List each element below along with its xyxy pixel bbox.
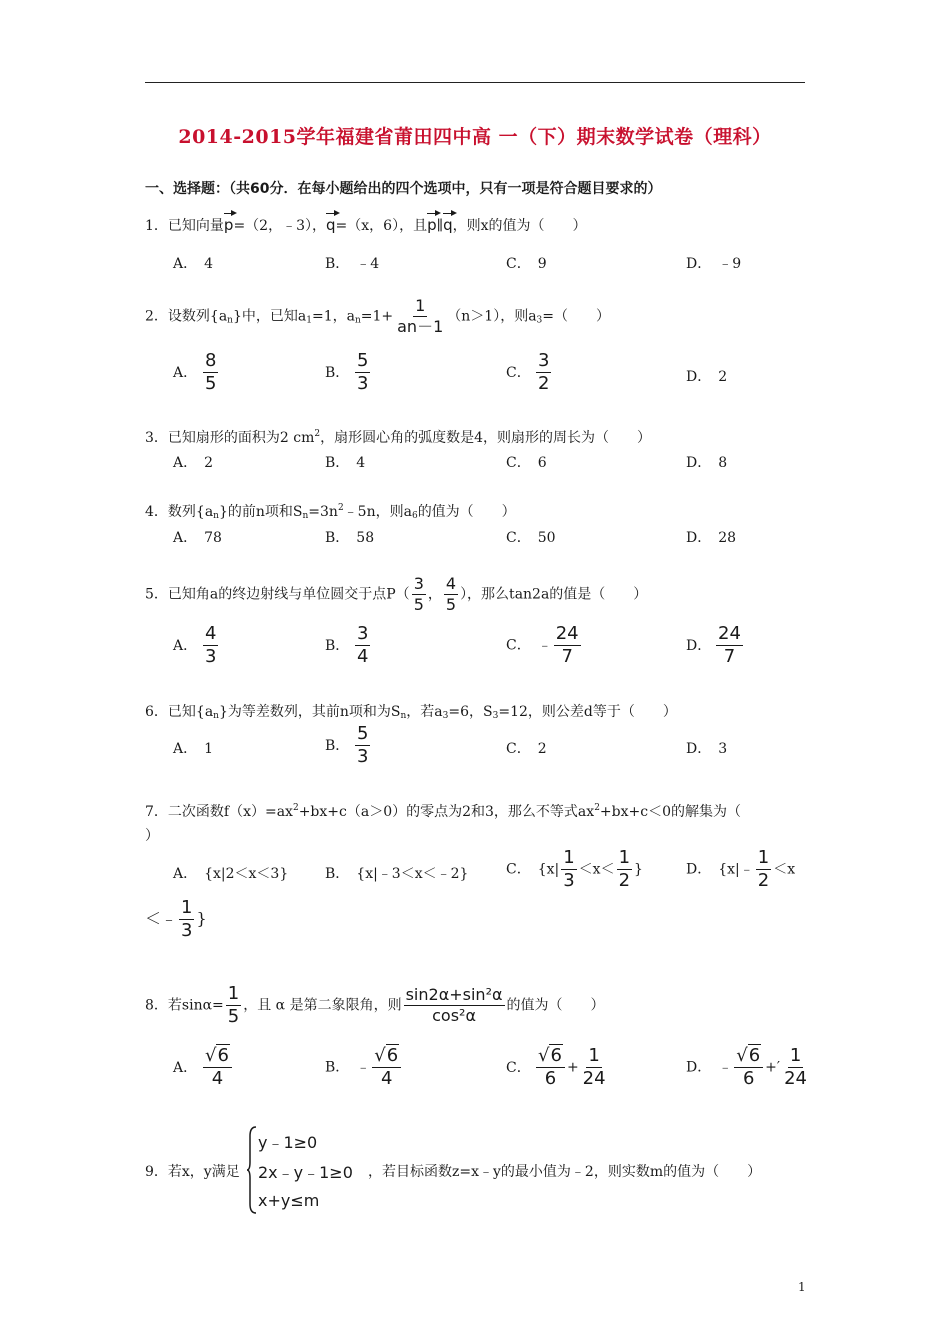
q2-sub-n: n [227,315,233,326]
question-5-stem [145,576,647,613]
q6-t4: =6，S [448,704,493,720]
question-3-stem [145,427,651,447]
fraction [581,1047,608,1088]
q3-option-c: C． 6 [506,455,547,471]
q6-sub3: 3 [442,711,449,721]
fraction [372,1047,401,1088]
q6-sub4: 3 [492,711,499,721]
q6-option-c: C． 2 [506,741,547,757]
q8-t3: 的值为（ ） [506,997,605,1014]
numerator: 1 [618,847,631,868]
numerator: 1 [757,847,770,868]
denominator: 4 [211,1068,224,1089]
q4-sup: 2 [337,503,344,513]
header-rule [145,82,805,83]
fraction [355,725,370,766]
denominator: an－1 [397,317,444,336]
label: C． ﹣ [506,637,552,654]
q7-option-a: A． {x|2＜x＜3} [173,866,289,882]
fraction [444,576,458,613]
denominator: 2 [538,373,550,394]
fraction [561,849,576,890]
label: B． [325,737,350,754]
q4-t5: 的值为（ ） [417,504,516,520]
numerator: 5 [357,350,369,371]
q7-t2: +bx+c（a＞0）的零点为2和3，那么不等式ax [298,804,595,820]
vector-p-2: p [427,210,437,234]
question-8-stem [145,985,605,1026]
q7-t1: 7．二次函数f（x）=ax [145,804,293,820]
q2-t5: （n＞1），则a [447,308,537,325]
q4-option-a: A． 78 [173,530,222,546]
q5-option-b [325,625,372,666]
q2-sub-3: 3 [536,315,543,326]
q2-t2: }中，已知a [232,308,307,325]
fraction [355,625,370,666]
numerator: 1 [181,897,193,918]
label: B． ﹣ [325,1059,371,1076]
q1-option-d: D． ﹣9 [686,256,742,272]
q4-option-c: C． 50 [506,530,556,546]
q2-option-c [506,352,553,393]
numerator: √6 [203,1047,232,1068]
radicand: 6 [386,1045,399,1066]
page-title: 2014-2015学年福建省莆田四中高 一（下）期末数学试卷（理科） [178,126,772,148]
numerator: √6 [536,1047,565,1068]
q4-t2: }的前n项和S [218,504,303,520]
q1-text-b: =（2，﹣3）， [233,218,326,234]
q7-sup: 2 [292,803,299,813]
fraction [756,849,771,890]
label: C． [506,1059,531,1076]
system-brace [247,1126,257,1214]
q6-t5: =12，则公差d等于（ ） [498,704,677,720]
denominator: 3 [181,920,193,941]
q8-t2: ，且 α 是第二象限角，则 [243,997,402,1014]
denominator: 7 [723,646,736,667]
label: A． [173,364,198,381]
q7c-t3: } [634,861,643,878]
denominator: 24 [582,1068,606,1089]
q7-t3: +bx+c＜0的解集为（ [599,804,741,820]
q5-option-d [686,625,745,666]
q8-option-d [686,1047,811,1088]
radicand: 6 [748,1045,761,1066]
q1-text-c: =（x，6），且 [335,218,428,234]
question-9-stem-a: 9．若x，y满足 [145,1164,240,1180]
numerator: 24 [555,623,579,644]
q6-sub2: n [400,711,407,721]
question-7-stem [145,801,741,821]
label: D． ﹣ [686,1059,733,1076]
denominator: 3 [205,646,217,667]
plus-sign: + [566,1059,579,1076]
q4-sub2: n [302,511,309,521]
fraction [734,1047,763,1088]
fraction [536,1047,565,1088]
q7-option-d-cont [145,899,207,940]
section-heading: 一、选择题：（共60分．在每小题给出的四个选项中，只有一项是符合题目要求的） [145,181,662,197]
q2-option-d: D． 2 [686,369,728,385]
fraction [203,352,218,393]
numerator: √6 [372,1047,401,1068]
denominator: 4 [381,1068,393,1089]
q6-t2: }为等差数列，其前n项和为S [218,704,401,720]
denominator: 4 [357,646,369,667]
q5-option-c [506,625,583,666]
q7d-t3: ＜﹣ [145,909,178,928]
q6-t1: 6．已知{a [145,704,214,720]
denominator: 5 [205,373,217,394]
q2-sub-1: 1 [306,315,312,326]
fraction [355,352,370,393]
denominator: 24 [784,1068,807,1089]
question-4-stem [145,501,516,521]
q1-option-a: A． 4 [173,256,214,272]
numerator: √6 [734,1047,763,1068]
label: A． [173,1059,198,1076]
numerator: 1 [563,847,575,868]
radicand: 6 [217,1045,229,1066]
fraction [554,625,581,666]
vector-p: p [224,210,234,234]
numerator: 8 [205,350,217,371]
denominator: 3 [563,870,575,891]
denominator: 3 [357,373,369,394]
q2-t6: =（ ） [542,308,611,325]
denominator: 3 [357,746,369,767]
q2-t1: 2．设数列{a [145,308,228,325]
numerator: sin2α+sin²α [405,985,503,1004]
fraction [179,899,194,940]
q2-t4: =1+ [360,308,394,325]
q8-option-b [325,1047,403,1088]
label: C． [506,364,531,381]
q7d-t2: ＜x [773,861,796,878]
q3-option-a: A． 2 [173,455,214,471]
denominator: 5 [445,595,457,614]
q4-t3: =3n [308,504,338,520]
constraint-2: 2x﹣y﹣1≥0 [258,1163,353,1182]
q6-t3: ，若a [406,704,443,720]
q5-comma: ， [427,586,442,603]
question-6-stem [145,701,677,721]
q8-option-a [173,1047,234,1088]
q4-t4: ﹣5n，则a [343,504,412,520]
fraction [203,1047,232,1088]
label: B． [325,364,350,381]
q6-option-b [325,725,372,766]
fraction [395,298,445,335]
question-2-stem [145,298,610,335]
q8-t1: 8．若sinα= [145,997,224,1014]
numerator: 3 [538,350,550,371]
denominator: 5 [413,595,424,614]
q7-sup2: 2 [594,803,600,813]
numerator: 24 [718,623,741,644]
numerator: 1 [415,296,426,315]
question-7-stem-cont: ） [145,828,159,844]
constraint-1: y﹣1≥0 [258,1133,318,1152]
q3-sup: 2 [314,429,321,439]
q7-option-d [686,849,795,890]
q4-t1: 4．数列{a [145,504,214,520]
fraction [617,849,632,890]
q1-option-b: B． ﹣4 [325,256,380,272]
q6-sub: n [213,711,219,721]
denominator: 6 [544,1068,557,1089]
q7-option-c [506,849,643,890]
q2-option-b [325,352,372,393]
q2-t3: =1，a [311,308,355,325]
plus-sign: +′ [765,1059,781,1076]
q4-option-b: B． 58 [325,530,375,546]
q5-t2: ），那么tan2a的值是（ ） [460,586,648,603]
q3-t2: ，扇形圆心角的弧度数是4，则扇形的周长为（ ） [320,430,652,446]
fraction [203,625,218,666]
fraction [782,1047,809,1088]
denominator: 6 [742,1068,755,1089]
constraint-3: x+y≤m [258,1191,320,1210]
numerator: 5 [357,723,369,744]
q4-sub: n [213,511,219,521]
q2-sub-n2: n [354,315,361,326]
q1-text-d: ，则x的值为（ ） [452,218,587,234]
numerator: 4 [445,574,457,593]
label: B． [325,637,350,654]
fraction [716,625,743,666]
q4-sub3: 6 [411,511,418,521]
parallel-sign: ∥ [436,218,444,234]
fraction [536,352,551,393]
q3-t1: 3．已知扇形的面积为2 cm [145,430,315,446]
q8-option-c [506,1047,610,1088]
q3-option-b: B． 4 [325,455,366,471]
question-9-stem-b: ，若目标函数z=x﹣y的最小值为﹣2，则实数m的值为（ ） [368,1164,762,1180]
fraction [412,576,426,613]
q6-option-d: D． 3 [686,741,728,757]
q1-text-a: 1．已知向量 [145,218,224,234]
q6-option-a: A． 1 [173,741,214,757]
label: A． [173,637,198,654]
denominator: 2 [618,870,631,891]
vector-q: q [326,210,336,234]
numerator: 3 [357,623,369,644]
denominator: cos²α [432,1006,476,1025]
numerator: 3 [413,574,424,593]
vector-q-2: q [443,210,453,234]
question-1-stem [145,210,587,235]
q4-option-d: D． 28 [686,530,737,546]
denominator: 5 [227,1006,240,1027]
q7-option-b: B． {x|﹣3＜x＜﹣2} [325,866,469,882]
q1-option-c: C． 9 [506,256,547,272]
denominator: 7 [561,646,573,667]
denominator: 2 [757,870,770,891]
numerator: 1 [227,983,240,1004]
numerator: 1 [789,1045,802,1066]
trig-fraction [404,987,505,1024]
fraction [226,985,241,1026]
label: D． [686,637,712,654]
q5-option-a [173,625,220,666]
q7c-t2: ＜x＜ [578,861,615,878]
numerator: 4 [205,623,217,644]
q3-option-d: D． 8 [686,455,728,471]
q7c-t1: C． {x| [506,861,560,878]
q7d-t4: } [196,909,207,928]
q2-option-a [173,352,220,393]
radicand: 6 [550,1045,562,1066]
numerator: 1 [588,1045,600,1066]
page-number: 1 [798,1280,806,1294]
q7d-t1: D． {x|﹣ [686,861,754,878]
q5-t1: 5．已知角a的终边射线与单位圆交于点P（ [145,586,410,603]
